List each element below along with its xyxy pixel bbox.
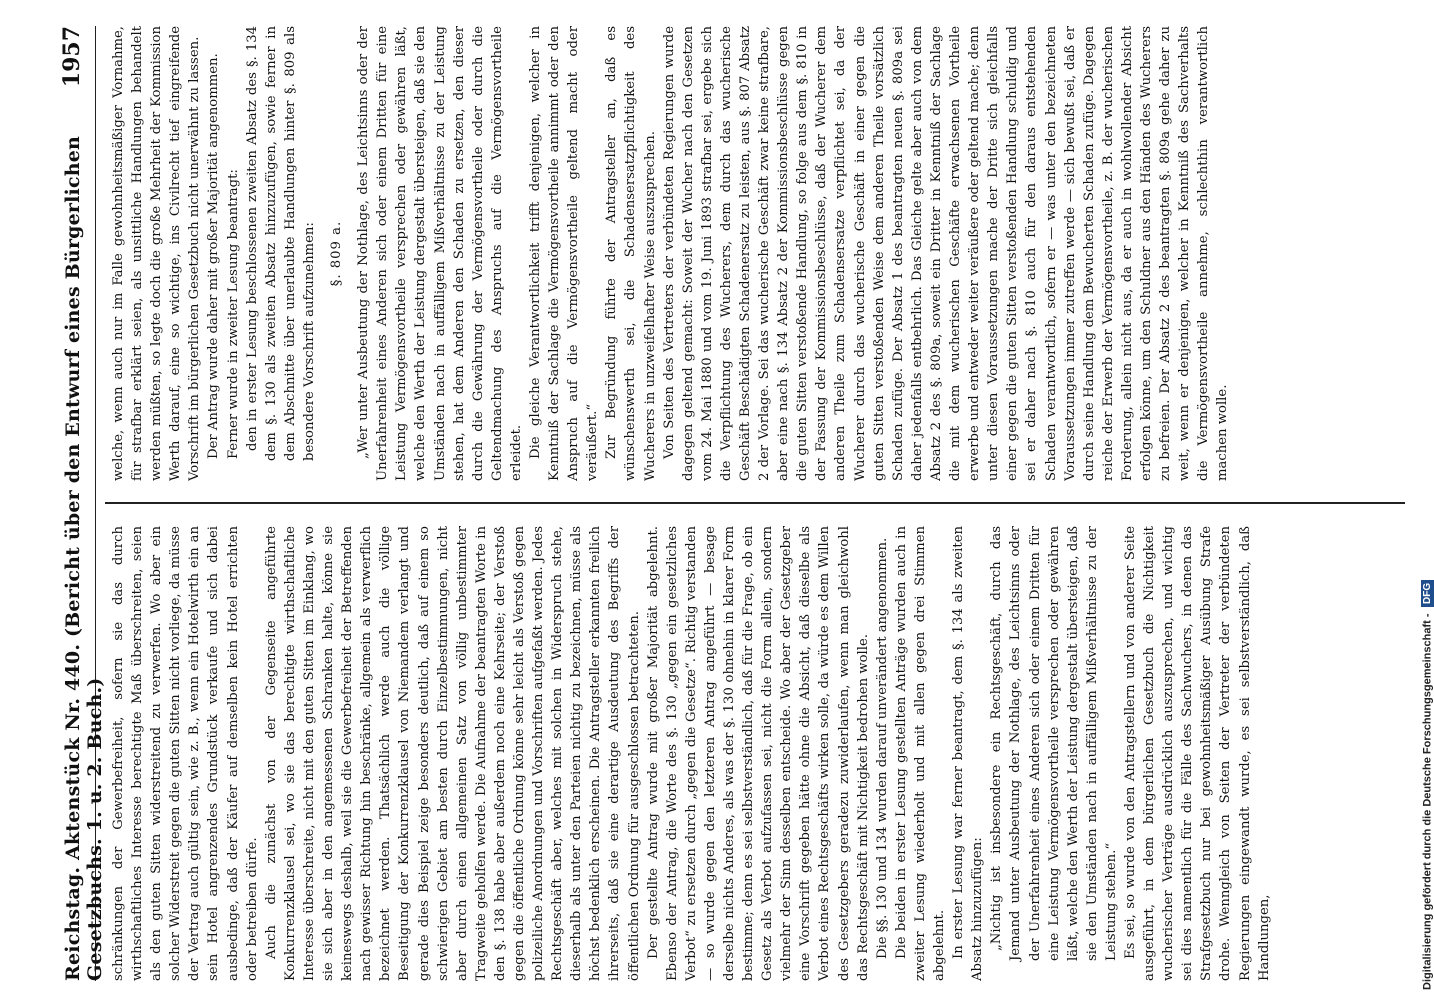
paragraph: Die §§. 130 und 134 wurden darauf unverändert angenommen. bbox=[874, 537, 890, 959]
paragraph: Der Antrag wurde daher mit großer Majorität angenommen. bbox=[206, 53, 222, 459]
paragraph: Der gestellte Antrag wurde mit großer Majorität abgelehnt. Ebenso der Antrag, die Worte des §. 130 „gegen ein gesetzliches Verbot“ zu ersetzen durch „gegen die Gesetze“. Richtig verstanden — so wurde gegen den letzteren Antrag angeführt — besage derselbe nichts Anderes, als was der §. 130 ohnehin in klarer Form bestimme; denn es sei selbstverständlich, daß für die Frage, ob ein Gesetz als Verbot aufzufassen sei, nicht die Form allein, sondern vielmehr der Sinn desselben entscheide. Wo aber der Gesetzgeber eine Vorschrift gegeben hätte ohne die Absicht, daß dieselbe als Verbot eines Rechtsgeschäfts wirken solle, da würde es dem Willen des Gesetzgebers geradezu zuwiderlaufen, wenn man gleichwohl das Rechtsgeschäft mit Nichtigkeit bedrohen wolle. bbox=[645, 526, 871, 981]
quoted-section: Die gleiche Verantwortlichkeit trifft denjenigen, welcher in Kenntniß der Sachlage die Vermögensvortheile annimmt oder den Anspruch auf die Vermögensvortheile geltend macht oder veräußert.“ bbox=[527, 26, 601, 481]
right-column bbox=[109, 26, 1409, 481]
column-divider bbox=[105, 503, 1405, 505]
digitization-note bbox=[1421, 10, 1434, 990]
document-page bbox=[59, 26, 1411, 981]
page-header bbox=[59, 26, 106, 981]
paragraph: Zur Begründung führte der Antragsteller an, daß es wünschenswerth sei, die Schadensersatzpflichtigkeit des Wucherers in unzweifelhafter Weise auszusprechen. bbox=[604, 26, 658, 481]
running-head: Reichstag. Aktenstück Nr. 440. (Bericht über den Entwurf eines Bürgerlichen Gesetzbuchs. 1. u. 2. Buch.) bbox=[62, 135, 106, 981]
paragraph: In erster Lesung war ferner beantragt, dem §. 134 als zweiten Absatz hinzuzufügen: bbox=[951, 526, 986, 981]
paragraph: Von Seiten des Vertreters der verbündeten Regierungen wurde dagegen geltend gemacht: Soweit der Wucher nach den Gesetzen vom 24. Mai 1880 und vom 19. Juni 1893 strafbar sei, ergebe sich die Verpflichtung des Wucherers, dem durch das wucherische Geschäft Beschädigten Schadenersatz zu leisten, aus §. 807 Absatz 2 der Vorlage. Sei das wucherische Geschäft zwar keine strafbare, aber eine nach §. 134 Absatz 2 der Kommissionsbeschlüsse gegen die guten Sitten verstoßende Handlung, so folge aus dem §. 810 in der Fassung der Kommissionsbeschlüsse, daß der Wucherer dem anderen Theile zum Schadensersatze verpflichtet sei, da der Wucherer durch das wucherische Geschäft in einer gegen die guten Sitten verstoßenden Weise dem anderen Theile vorsätzlich Schaden zufüge. Der Absatz 1 des beantragten neuen §. 809a sei daher jedenfalls entbehrlich. Das Gleiche gelte aber auch von dem Absatz 2 des §. 809a, soweit ein Dritter in Kenntniß der Sachlage die mit dem wucherischen Geschäfte erwachsenen Vortheile erwerbe und entweder weiter veräußere oder geltend mache; denn unter diesen Voraussetzungen mache der Dritte sich gleichfalls einer gegen die guten Sitten verstoßenden Handlung schuldig und sei er daher nach §. 810 auch für den daraus entstehenden Schaden verantwortlich, sofern er — was unter den bezeichneten Voraussetzungen immer zutreffen werde — sich bewußt sei, daß er durch seine Handlung dem Bewucherten Schaden zufüge. Dagegen reiche der Erwerb der Vermögensvortheile, z. B. der wucherischen Forderung, allein nicht aus, da er auch in wohlwollender Absicht erfolgen könne, um den Schuldner aus den Händen des Wucherers zu befreien. Der Absatz 2 des beantragten §. 809a gehe daher zu weit, wenn er denjenigen, welcher in Kenntniß des Sachverhalts die Vermögensvortheile annehme, schlechthin verantwortlich machen wolle. bbox=[661, 26, 1231, 481]
left-column bbox=[109, 526, 1409, 981]
paragraph: Es sei, so wurde von den Antragstellern und von anderer Seite ausgeführt, in dem bürgerlichen Gesetzbuch die Nichtigkeit wucherischer Verträge ausdrücklich auszusprechen, und wichtig sei dies namentlich für die Fälle des Sachwuchers, in denen das Strafgesetzbuch nur bei gewohnheitsmäßiger Ausübung Strafe drohe. Wenngleich von Seiten der Vertreter der verbündeten Regierungen eingewandt wurde, es sei selbstverständlich, daß Handlungen, bbox=[1122, 526, 1272, 981]
paragraph: Auch die zunächst von der Gegenseite angeführte Konkurrenzklausel sei, wo sie das berechtigte wirthschaftliche Interesse überschreite, nicht mit den guten Sitten im Einklang, wo sie sich aber in den angemessenen Schranken halte, könne sie keineswegs deshalb, weil sie die Gewerbefreiheit der Betreffenden nach gewisser Richtung hin beschränke, allgemein als verwerflich bezeichnet werden. Thatsächlich werde auch die völlige Beseitigung der Konkurrenzklausel von Niemandem verlangt und gerade dies Beispiel zeige besonders deutlich, daß auf einem so schwierigen Gebiet am besten durch Einzelbestimmungen, nicht aber durch einen allgemeinen Satz von völlig unbestimmter Tragweite geholfen werde. Die Aufnahme der beantragten Worte in den §. 138 habe aber außerdem noch eine Kehrseite; der Verstoß gegen die öffentliche Ordnung könne sehr leicht als Verstoß gegen polizeiliche Anordnungen und Vorschriften aufgefaßt werden. Jedes Rechtsgeschäft aber, welches mit solchen in Widerspruch stehe, dieserhalb als unter den Parteien nichtig zu bezeichnen, müsse als höchst bedenklich erscheinen. Die Antragsteller erkannten freilich ihrerseits, daß sie eine derartige Ausdeutung des Begriffs der öffentlichen Ordnung für ausgeschlossen betrachteten. bbox=[263, 526, 642, 981]
proposal-text: den in erster Lesung beschlossenen zweiten Absatz des §. 134 dem §. 130 als zweiten Absatz hinzuzufügen, sowie ferner in dem Abschnitte über unerlaubte Handlungen hinter §. 809 als besondere Vorschrift aufzunehmen: bbox=[244, 26, 317, 461]
dfg-logo: DFG bbox=[1421, 580, 1434, 607]
quoted-proposal: „Nichtig ist insbesondere ein Rechtsgeschäft, durch das Jemand unter Ausbeutung der Nothlage, des Leichtsinns oder der Unerfahrenheit eines Anderen sich oder einem Dritten für eine Leistung Vermögensvortheile versprechen oder gewähren läßt, welche den Werth der Leistung dergestalt übersteigen, daß sie den Umständen nach in auffälligem Mißverhältnisse zu der Leistung stehen.“ bbox=[989, 526, 1119, 961]
paragraph: Ferner wurde in zweiter Lesung beantragt: bbox=[225, 169, 241, 459]
section-heading: §. 809 a. bbox=[329, 220, 345, 287]
paragraph: welche, wenn auch nur im Falle gewohnheitsmäßiger Vornahme, für strafbar erklärt seien, als unsittliche Handlungen behandelt werden müßten, so legte doch die große Mehrheit der Kommission Werth darauf, eine so wichtige, ins Civilrecht tief eingreifende Vorschrift im bürgerlichen Gesetzbuch nicht unerwähnt zu lassen. bbox=[111, 26, 203, 481]
page-number: 1957 bbox=[59, 26, 85, 88]
paragraph: schränkungen der Gewerbefreiheit, sofern sie das durch wirthschaftliches Interesse berechtigte Maß überschreiten, seien als den guten Sitten widerstreitend zu verwerfen. Wo aber ein solcher Widerstreit gegen die guten Sitten nicht vorliege, da müsse der Vertrag auch gültig sein, wie z. B., wenn ein Hotelwirth ein an sein Hotel angrenzendes Grundstück verkaufe und sich dabei ausbedinge, daß der Käufer auf demselben kein Hotel errichten oder betreiben dürfe. bbox=[111, 526, 260, 981]
paragraph: Die beiden in erster Lesung gestellten Anträge wurden auch in zweiter Lesung wiederholt und mit allen gegen drei Stimmen abgelehnt. bbox=[893, 526, 948, 981]
funding-note: Digitalisierung gefördert durch die Deutsche Forschungsgemeinschaft - bbox=[1421, 613, 1434, 990]
quoted-section: „Wer unter Ausbeutung der Nothlage, des Leichtsinns oder der Unerfahrenheit eines Anderen sich oder einem Dritten für eine Leistung Vermögensvortheile versprechen oder gewähren läßt, welche den Werth der Leistung dergestalt übersteigen, daß sie den Umständen nach in auffälligem Mißverhältnisse zu der Leistung stehen, hat dem Anderen den Schaden zu ersetzen, den dieser durch die Gewährung der Vermögensvortheile oder durch die Geltendmachung des Anspruchs auf die Vermögensvortheile erleidet. bbox=[356, 26, 524, 481]
